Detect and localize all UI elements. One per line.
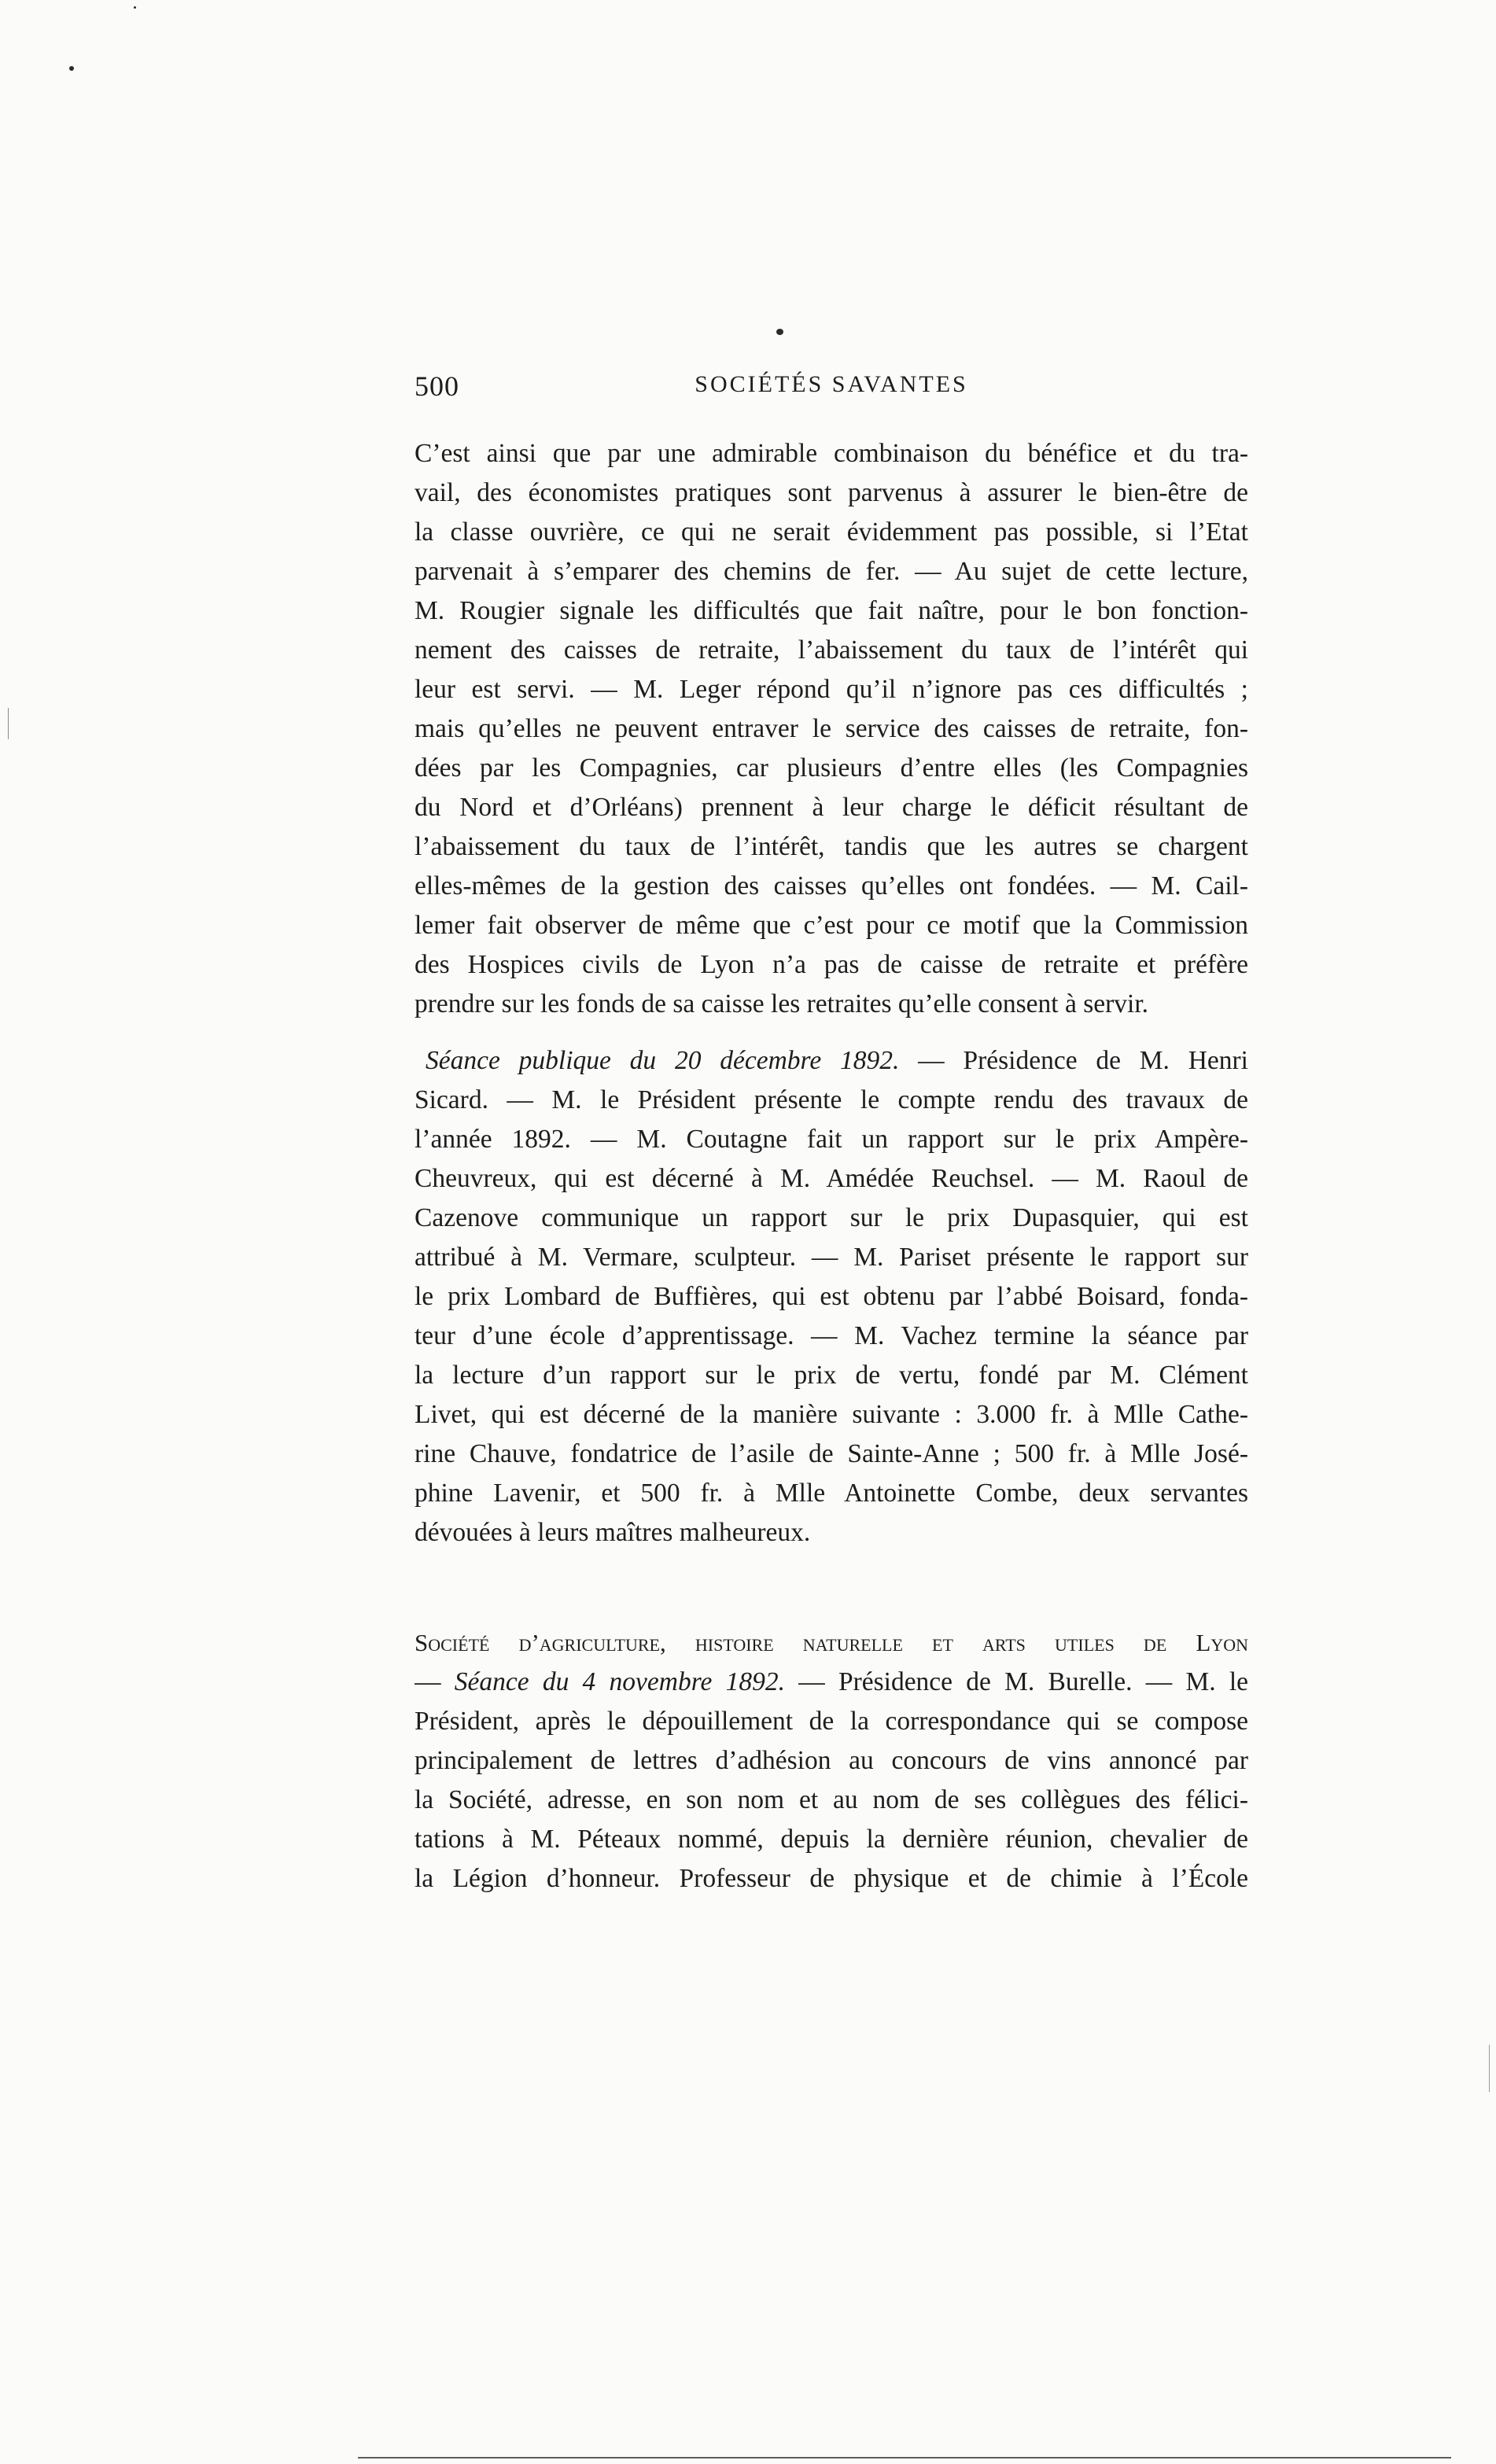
margin-mark xyxy=(8,708,9,739)
text-line: vail, des économistes pratiques sont parvenus à assurer le bien-être de xyxy=(415,478,1248,507)
paragraph-public-session xyxy=(415,1041,1248,1552)
text-line: C’est ainsi que par une admirable combinaison du bénéfice et du tra- xyxy=(415,439,1248,468)
text-line: elles-mêmes de la gestion des caisses qu’elles ont fondées. — M. Cail- xyxy=(415,871,1248,901)
text-line: l’abaissement du taux de l’intérêt, tandis que les autres se chargent xyxy=(415,832,1248,861)
running-head: SOCIÉTÉS SAVANTES xyxy=(695,371,968,397)
text-line: principalement de lettres d’adhésion au concours de vins annoncé par xyxy=(415,1746,1248,1775)
text-line: parvenait à s’emparer des chemins de fer. — Au sujet de cette lecture, xyxy=(415,557,1248,586)
text-line: prendre sur les fonds de sa caisse les retraites qu’elle consent à servir. xyxy=(415,989,1149,1018)
text-line: le prix Lombard de Buffières, qui est obtenu par l’abbé Boisard, fonda- xyxy=(415,1282,1248,1311)
text-line: teur d’une école d’apprentissage. — M. Vachez termine la séance par xyxy=(415,1321,1248,1350)
text-line: attribué à M. Vermare, sculpteur. — M. Pariset présente le rapport sur xyxy=(415,1243,1248,1272)
text-line: Président, après le dépouillement de la correspondance qui se compose xyxy=(415,1707,1248,1736)
text-line: mais qu’elles ne peuvent entraver le service des caisses de retraite, fon- xyxy=(415,714,1248,743)
page-number: 500 xyxy=(415,370,459,402)
text-line: rine Chauve, fondatrice de l’asile de Sainte-Anne ; 500 fr. à Mlle José- xyxy=(415,1439,1248,1468)
text-line: Sicard. — M. le Président présente le compte rendu des travaux de xyxy=(415,1085,1248,1114)
margin-mark xyxy=(1489,2045,1490,2092)
text-line xyxy=(415,1041,1248,1081)
paragraph-agriculture-society xyxy=(415,1623,1248,1899)
text-line: phine Lavenir, et 500 fr. à Mlle Antoinette Combe, deux servantes xyxy=(415,1479,1248,1508)
ink-speck xyxy=(134,6,136,9)
text-line: tations à M. Péteaux nommé, depuis la dernière réunion, chevalier de xyxy=(415,1825,1248,1854)
text-line: dées par les Compagnies, car plusieurs d’entre elles (les Compagnies xyxy=(415,753,1248,783)
text-line: leur est servi. — M. Leger répond qu’il n’ignore pas ces difficultés ; xyxy=(415,675,1248,704)
text-line: la Société, adresse, en son nom et au nom de ses collègues des félici- xyxy=(415,1785,1248,1814)
text-line: du Nord et d’Orléans) prennent à leur charge le déficit résultant de xyxy=(415,793,1248,822)
text-line: la classe ouvrière, ce qui ne serait évidemment pas possible, si l’Etat xyxy=(415,517,1248,547)
session-heading: Séance du 4 novembre 1892. xyxy=(454,1667,785,1696)
text-run: — xyxy=(415,1667,455,1696)
text-run: — Présidence de M. Burelle. — M. le xyxy=(784,1667,1248,1696)
text-line: dévouées à leurs maîtres malheureux. xyxy=(415,1518,811,1547)
ink-speck xyxy=(776,329,783,335)
text-line: la lecture d’un rapport sur le prix de vertu, fondé par M. Clément xyxy=(415,1361,1248,1390)
text-line: l’année 1892. — M. Coutagne fait un rapport sur le prix Ampère- xyxy=(415,1125,1248,1154)
text-line: Cazenove communique un rapport sur le prix Dupasquier, qui est xyxy=(415,1203,1248,1232)
page-header xyxy=(415,370,1248,409)
text-line: Cheuvreux, qui est décerné à M. Amédée Reuchsel. — M. Raoul de xyxy=(415,1164,1248,1193)
text-line xyxy=(415,1663,1248,1702)
paragraph-economists xyxy=(415,434,1248,1024)
text-line: des Hospices civils de Lyon n’a pas de caisse de retraite et préfère xyxy=(415,950,1248,979)
bottom-rule xyxy=(358,2457,1451,2458)
ink-speck xyxy=(69,66,74,71)
society-heading: Société d’agriculture, histoire naturelle et arts utiles de Lyon xyxy=(415,1629,1248,1656)
text-line: M. Rougier signale les difficultés que fait naître, pour le bon fonction- xyxy=(415,596,1248,625)
session-heading: Séance publique du 20 décembre 1892. xyxy=(426,1046,900,1075)
text-line: lemer fait observer de même que c’est pour ce motif que la Commission xyxy=(415,911,1248,940)
text-line: Livet, qui est décerné de la manière suivante : 3.000 fr. à Mlle Cathe- xyxy=(415,1400,1248,1429)
text-line: la Légion d’honneur. Professeur de physique et de chimie à l’École xyxy=(415,1864,1248,1893)
text-line: nement des caisses de retraite, l’abaissement du taux de l’intérêt qui xyxy=(415,635,1248,665)
text-run: — Présidence de M. Henri xyxy=(899,1046,1248,1075)
